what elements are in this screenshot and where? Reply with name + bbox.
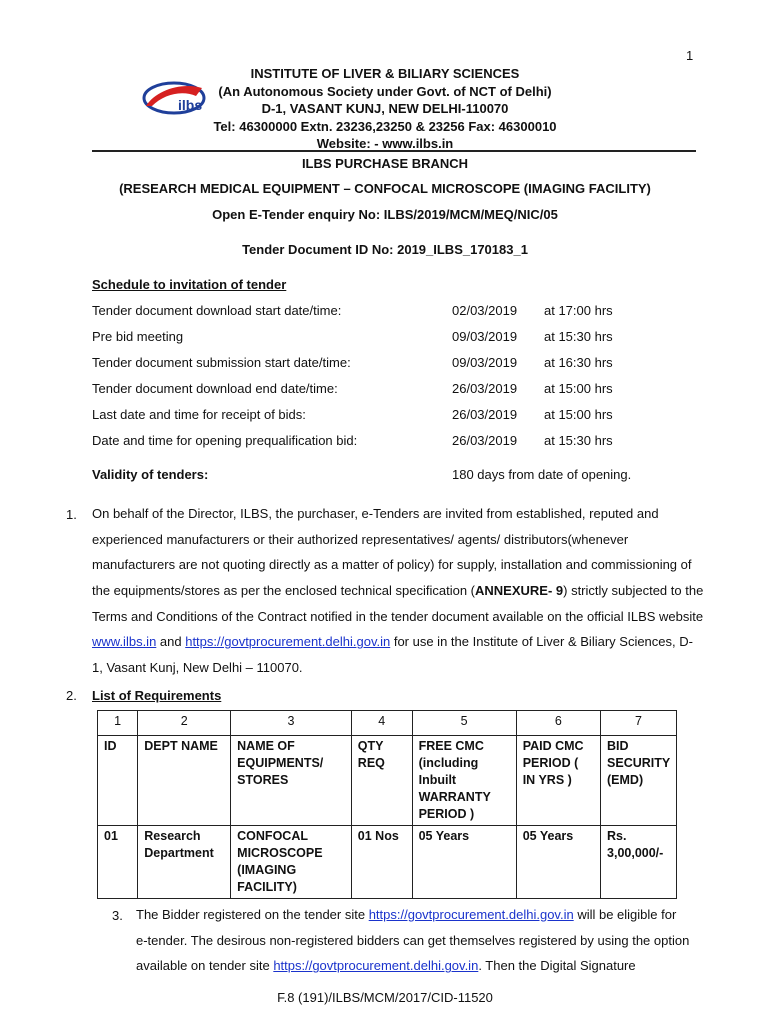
- schedule-row: [92, 407, 696, 425]
- page-footer: F.8 (191)/ILBS/MCM/2017/CID-11520: [277, 990, 493, 1005]
- schedule-time: at 16:30 hrs: [544, 355, 613, 370]
- paragraph-line: On behalf of the Director, ILBS, the purchaser, e-Tenders are invited from established, reputed and: [92, 506, 659, 521]
- institute-status: (An Autonomous Society under Govt. of NCT of Delhi): [218, 84, 552, 99]
- schedule-date: 09/03/2019: [452, 329, 518, 344]
- institute-phone: Tel: 46300000 Extn. 23236,23250 & 23256 Fax: 46300010: [213, 119, 557, 134]
- schedule-date: 26/03/2019: [452, 407, 518, 422]
- annexure-ref: ANNEXURE- 9: [475, 583, 564, 599]
- paragraph-line: the equipments/stores as per the enclosed technical specification (ANNEXURE- 9) strictly subjected to the: [92, 583, 704, 599]
- table-cell: 01: [98, 826, 138, 899]
- paragraph-line: 1, Vasant Kunj, New Delhi – 110070.: [92, 660, 303, 676]
- table-cell: 6: [516, 711, 600, 736]
- table-cell: 4: [351, 711, 412, 736]
- schedule-time: at 15:00 hrs: [544, 381, 613, 396]
- institute-website: Website: - www.ilbs.in: [316, 136, 454, 151]
- validity-value: 180 days from date of opening.: [452, 467, 632, 482]
- table-cell: Rs. 3,00,000/-: [601, 826, 677, 899]
- table-row: [98, 711, 677, 736]
- schedule-label: Tender document download end date/time:: [92, 381, 338, 396]
- table-cell: 1: [98, 711, 138, 736]
- table-cell: 7: [601, 711, 677, 736]
- schedule-time: at 15:00 hrs: [544, 407, 613, 422]
- paragraph-line: www.ilbs.in and https://govtprocurement.delhi.gov.in for use in the Institute of Liver & Biliary Sciences, D-: [92, 634, 693, 650]
- header-divider: [92, 150, 696, 152]
- paragraph-number: 1.: [66, 507, 77, 522]
- table-cell: 2: [138, 711, 231, 736]
- table-header-cell: ID: [98, 736, 138, 826]
- schedule-date: 26/03/2019: [452, 381, 518, 396]
- schedule-row: [92, 433, 696, 451]
- procurement-site-link[interactable]: https://govtprocurement.delhi.gov.in: [185, 634, 391, 650]
- paragraph-line: available on tender site https://govtprocurement.delhi.gov.in. Then the Digital Signature: [136, 958, 636, 974]
- schedule-label: Date and time for opening prequalification bid:: [92, 433, 358, 448]
- table-header-cell: FREE CMC (including Inbuilt WARRANTY PERIOD ): [412, 736, 516, 826]
- paragraph-number: 3.: [112, 908, 123, 923]
- table-cell: 5: [412, 711, 516, 736]
- requirements-title: List of Requirements: [92, 688, 222, 703]
- table-header-cell: QTY REQ: [351, 736, 412, 826]
- table-row: [98, 826, 677, 899]
- requirements-table: [97, 710, 677, 899]
- table-cell: CONFOCAL MICROSCOPE (IMAGING FACILITY): [231, 826, 352, 899]
- tender-subject: (RESEARCH MEDICAL EQUIPMENT – CONFOCAL MICROSCOPE (IMAGING FACILITY): [119, 181, 651, 196]
- schedule-row: [92, 303, 696, 321]
- paragraph-line: The Bidder registered on the tender site https://govtprocurement.delhi.gov.in will be eligible for: [136, 907, 677, 922]
- table-cell: 05 Years: [412, 826, 516, 899]
- paragraph-invitation: [92, 501, 704, 681]
- paragraph-line: manufacturers are not quoting directly as a matter of policy) for supply, installation and commissioning of: [92, 557, 692, 573]
- enquiry-number: Open E-Tender enquiry No: ILBS/2019/MCM/MEQ/NIC/05: [212, 207, 558, 222]
- logo-text: ilbs: [178, 97, 203, 113]
- paragraph-line: e-tender. The desirous non-registered bidders can get themselves registered by using the option: [136, 932, 690, 948]
- schedule-row: [92, 355, 696, 373]
- procurement-site-link[interactable]: https://govtprocurement.delhi.gov.in: [273, 958, 479, 974]
- schedule-time: at 15:30 hrs: [544, 433, 613, 448]
- branch-title: ILBS PURCHASE BRANCH: [301, 156, 469, 171]
- table-header-cell: DEPT NAME: [138, 736, 231, 826]
- paragraph-number: 2.: [66, 688, 77, 703]
- validity-label: Validity of tenders:: [92, 467, 209, 482]
- schedule-label: Last date and time for receipt of bids:: [92, 407, 306, 422]
- paragraph-line: Terms and Conditions of the Contract notified in the tender document available on the official ILBS website: [92, 608, 704, 624]
- table-header-cell: PAID CMC PERIOD ( IN YRS ): [516, 736, 600, 826]
- paragraph-line: experienced manufacturers or their authorized representatives/ agents/ distributors(whenever: [92, 531, 629, 547]
- table-header-cell: NAME OF EQUIPMENTS/ STORES: [231, 736, 352, 826]
- page-number: 1: [686, 48, 694, 63]
- table-cell: Research Department: [138, 826, 231, 899]
- paragraph-registration: [136, 902, 696, 979]
- institute-address: D-1, VASANT KUNJ, NEW DELHI-110070: [261, 101, 509, 116]
- institute-name: INSTITUTE OF LIVER & BILIARY SCIENCES: [250, 66, 520, 81]
- tender-document-id: Tender Document ID No: 2019_ILBS_170183_1: [242, 242, 528, 257]
- table-cell: 3: [231, 711, 352, 736]
- schedule-date: 09/03/2019: [452, 355, 518, 370]
- schedule-time: at 15:30 hrs: [544, 329, 613, 344]
- table-cell: 01 Nos: [351, 826, 412, 899]
- table-header-cell: BID SECURITY (EMD): [601, 736, 677, 826]
- table-cell: 05 Years: [516, 826, 600, 899]
- table-row: [98, 736, 677, 826]
- schedule-title: Schedule to invitation of tender: [92, 277, 287, 292]
- ilbs-website-link[interactable]: www.ilbs.in: [92, 634, 157, 650]
- schedule-label: Tender document submission start date/time:: [92, 355, 351, 370]
- schedule-row: [92, 381, 696, 399]
- procurement-site-link[interactable]: https://govtprocurement.delhi.gov.in: [368, 907, 574, 922]
- schedule-label: Pre bid meeting: [92, 329, 184, 344]
- schedule-label: Tender document download start date/time:: [92, 303, 342, 318]
- schedule-date: 02/03/2019: [452, 303, 518, 318]
- schedule-row: [92, 329, 696, 347]
- schedule-time: at 17:00 hrs: [544, 303, 613, 318]
- schedule-date: 26/03/2019: [452, 433, 518, 448]
